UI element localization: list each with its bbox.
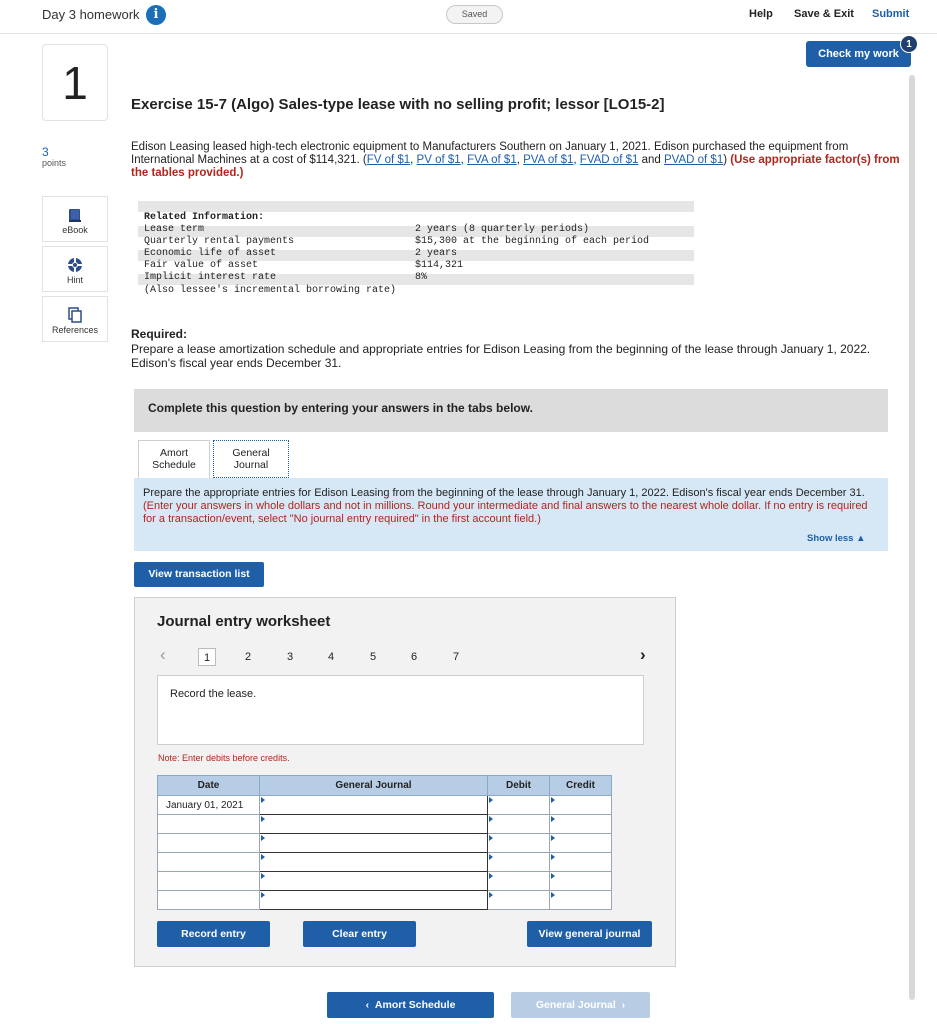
view-general-journal-button[interactable]: View general journal bbox=[527, 921, 652, 947]
journal-table bbox=[157, 775, 612, 910]
next-tab-general-journal-button[interactable] bbox=[511, 992, 650, 1018]
debit-input[interactable] bbox=[488, 796, 550, 815]
account-select[interactable] bbox=[260, 834, 488, 853]
table-row bbox=[158, 872, 612, 891]
ebook-label: eBook bbox=[62, 225, 88, 235]
exercise-title: Exercise 15-7 (Algo) Sales-type lease with no selling profit; lessor [LO15-2] bbox=[131, 96, 665, 113]
tab-gj-line1: General bbox=[232, 447, 270, 459]
date-cell bbox=[158, 834, 260, 853]
chevron-right-icon: › bbox=[615, 999, 626, 1011]
record-entry-button[interactable]: Record entry bbox=[157, 921, 270, 947]
debit-input[interactable] bbox=[488, 891, 550, 910]
table-row bbox=[158, 853, 612, 872]
references-button[interactable] bbox=[42, 296, 108, 342]
assignment-title: Day 3 homework bbox=[42, 7, 140, 22]
use-factors-note: (Use appropriate factor(s) from the tables provided.) bbox=[131, 154, 900, 179]
next-tab-label: General Journal bbox=[535, 999, 616, 1011]
pva-link[interactable]: PVA of $1 bbox=[523, 154, 574, 166]
tab-amort-line1: Amort bbox=[159, 447, 188, 459]
prev-page-icon[interactable]: ‹ bbox=[160, 645, 166, 664]
related-information-table bbox=[138, 201, 694, 303]
hint-label: Hint bbox=[66, 275, 83, 285]
prev-tab-label: Amort Schedule bbox=[374, 999, 456, 1011]
help-link[interactable]: Help bbox=[749, 8, 773, 20]
fva-link[interactable]: FVA of $1 bbox=[467, 154, 517, 166]
date-cell bbox=[158, 872, 260, 891]
clear-entry-button[interactable]: Clear entry bbox=[303, 921, 416, 947]
debit-input[interactable] bbox=[488, 834, 550, 853]
credit-input[interactable] bbox=[550, 872, 612, 891]
date-cell bbox=[158, 853, 260, 872]
attempts-badge: 1 bbox=[900, 35, 918, 53]
related-row: Implicit interest rate 8% bbox=[144, 272, 428, 283]
related-row: Lease term 2 years (8 quarterly periods) bbox=[144, 224, 590, 235]
account-select[interactable] bbox=[260, 796, 488, 815]
tab-general-journal[interactable] bbox=[213, 440, 289, 478]
documents-icon bbox=[67, 307, 83, 323]
account-select[interactable] bbox=[260, 872, 488, 891]
pvad-link[interactable]: PVAD of $1 bbox=[663, 154, 724, 166]
record-description bbox=[157, 675, 644, 745]
required-heading: Required: bbox=[131, 327, 188, 341]
next-page-icon[interactable]: › bbox=[640, 645, 646, 664]
and-text: and bbox=[641, 154, 661, 166]
table-row bbox=[158, 834, 612, 853]
instructions-text: Prepare the appropriate entries for Edison Leasing from the beginning of the lease through January 1, 2022. Edison's fiscal year ends December 31. bbox=[143, 487, 865, 499]
table-row bbox=[158, 815, 612, 834]
points-label: points bbox=[42, 158, 67, 168]
save-exit-link[interactable]: Save & Exit bbox=[794, 8, 854, 20]
credit-input[interactable] bbox=[550, 834, 612, 853]
page-4[interactable]: 4 bbox=[327, 651, 335, 663]
page-3[interactable]: 3 bbox=[286, 651, 294, 663]
prev-tab-amort-schedule-button[interactable] bbox=[327, 992, 494, 1018]
related-row: Economic life of asset 2 years bbox=[144, 248, 458, 259]
problem-body: Edison Leasing leased high-tech electronic equipment to Manufacturers Southern on January 1, 2021. Edison purchased the equipment from International Machines at a cost of $114,321. ( bbox=[131, 141, 849, 166]
credit-input[interactable] bbox=[550, 853, 612, 872]
debit-input[interactable] bbox=[488, 815, 550, 834]
lifebuoy-icon bbox=[67, 257, 83, 273]
page-5[interactable]: 5 bbox=[369, 651, 377, 663]
worksheet-title: Journal entry worksheet bbox=[157, 613, 331, 630]
record-text: Record the lease. bbox=[170, 688, 257, 700]
table-row bbox=[158, 796, 612, 815]
debit-input[interactable] bbox=[488, 853, 550, 872]
debit-input[interactable] bbox=[488, 872, 550, 891]
show-less-link[interactable]: Show less ▲ bbox=[807, 533, 866, 544]
debit-header: Debit bbox=[488, 776, 550, 796]
problem-text: Edison Leasing leased high-tech electronic equipment to Manufacturers Southern on January 1, 2021. Edison purchased the equipment from International Machines at a cost of $114,321. (FV of $1, PV of $1, FVA of $1, PVA of $1, FVAD of $1 and PVAD of $1) (Use appropriate factor(s) from the tables provided.) bbox=[131, 141, 900, 179]
book-icon bbox=[67, 207, 83, 223]
credit-input[interactable] bbox=[550, 815, 612, 834]
fvad-link[interactable]: FVAD of $1 bbox=[579, 154, 639, 166]
required-text: Prepare a lease amortization schedule and appropriate entries for Edison Leasing from the beginning of the lease through January 1, 2022. Edison's fiscal year ends December 31. bbox=[131, 342, 871, 370]
date-cell bbox=[158, 815, 260, 834]
instructions-red-text: (Enter your answers in whole dollars and not in millions. Round your intermediate and final answers to the nearest whole dollar. If no entry is required for a transaction/event, select "No journal entry required" in the first account field.) bbox=[143, 500, 868, 525]
debit-credit-note: Note: Enter debits before credits. bbox=[158, 753, 290, 763]
ebook-button[interactable] bbox=[42, 196, 108, 242]
account-select[interactable] bbox=[260, 891, 488, 910]
saved-status: Saved bbox=[446, 5, 503, 24]
table-row bbox=[158, 891, 612, 910]
complete-question-bar: Complete this question by entering your answers in the tabs below. bbox=[134, 389, 888, 432]
submit-link[interactable]: Submit bbox=[872, 8, 910, 20]
credit-input[interactable] bbox=[550, 796, 612, 815]
account-select[interactable] bbox=[260, 815, 488, 834]
date-header: Date bbox=[158, 776, 260, 796]
related-heading: Related Information: bbox=[144, 212, 265, 223]
account-select[interactable] bbox=[260, 853, 488, 872]
question-number: 1 bbox=[62, 57, 88, 109]
instructions-box bbox=[134, 478, 888, 551]
general-journal-header: General Journal bbox=[260, 776, 488, 796]
info-icon[interactable]: i bbox=[146, 5, 166, 25]
credit-input[interactable] bbox=[550, 891, 612, 910]
chevron-left-icon: ‹ bbox=[365, 999, 375, 1011]
page-6[interactable]: 6 bbox=[410, 651, 418, 663]
related-row: Fair value of asset $114,321 bbox=[144, 260, 464, 271]
tab-amort-schedule[interactable] bbox=[138, 440, 210, 478]
check-my-work-button[interactable]: Check my work bbox=[806, 41, 911, 67]
hint-button[interactable] bbox=[42, 246, 108, 292]
credit-header: Credit bbox=[550, 776, 612, 796]
fv-link[interactable]: FV of $1 bbox=[366, 154, 411, 166]
page-1[interactable]: 1 bbox=[198, 648, 216, 666]
references-label: References bbox=[51, 325, 99, 335]
date-cell bbox=[158, 891, 260, 910]
page-7[interactable]: 7 bbox=[452, 651, 460, 663]
related-row: (Also lessee's incremental borrowing rate) bbox=[144, 285, 397, 296]
points-value: 3 bbox=[42, 145, 49, 159]
tab-gj-line2: Journal bbox=[233, 459, 269, 471]
tab-amort-line2: Schedule bbox=[152, 459, 196, 471]
question-number-box bbox=[42, 44, 108, 121]
page-2[interactable]: 2 bbox=[244, 651, 252, 663]
date-cell: January 01, 2021 bbox=[158, 796, 260, 815]
view-transaction-list-button[interactable]: View transaction list bbox=[134, 562, 264, 587]
scrollbar[interactable] bbox=[909, 75, 915, 1000]
related-row: Quarterly rental payments $15,300 at the beginning of each period bbox=[144, 236, 650, 247]
pv-link[interactable]: PV of $1 bbox=[416, 154, 461, 166]
